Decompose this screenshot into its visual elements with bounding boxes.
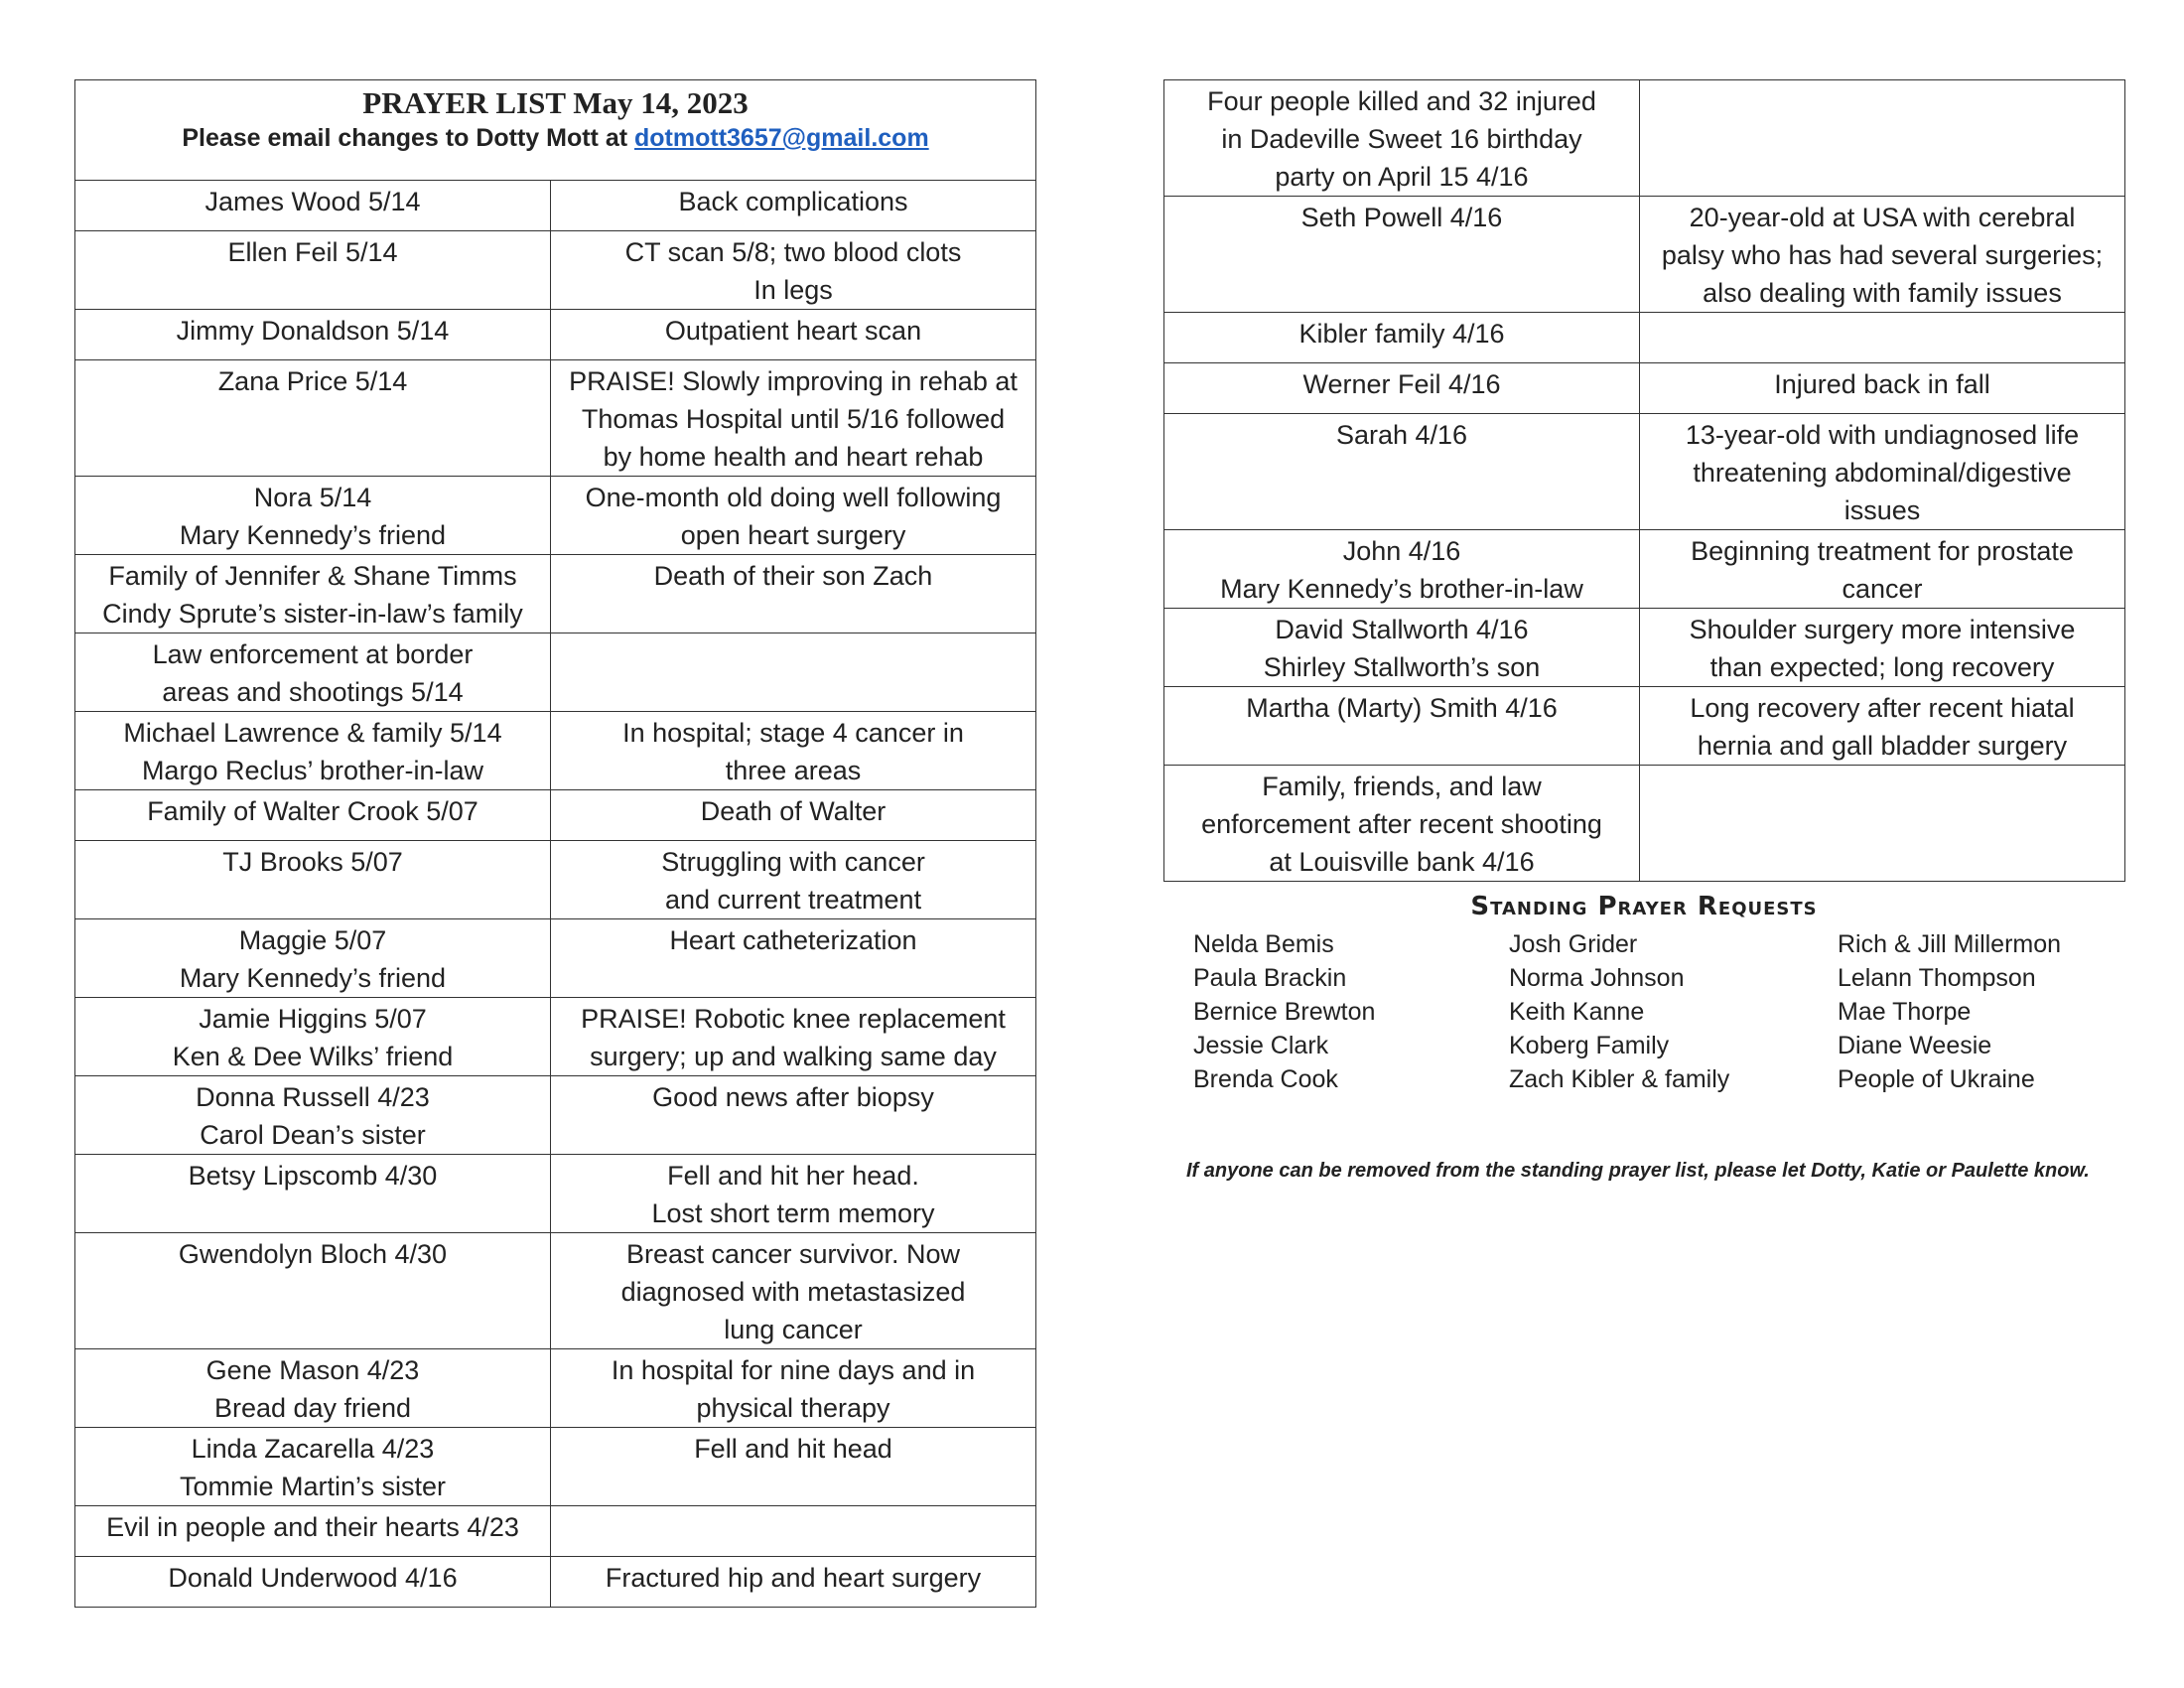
prayer-note-line: Breast cancer survivor. Now (625, 1239, 961, 1269)
prayer-name-line: Mary Kennedy’s brother-in-law (1220, 574, 1583, 604)
standing-request-item: Josh Grider (1509, 930, 1638, 958)
prayer-note-line: Outpatient heart scan (664, 316, 922, 346)
prayer-name-cell (75, 841, 551, 919)
table-row (75, 1155, 1036, 1233)
prayer-name-line: Linda Zacarella 4/23 (191, 1434, 435, 1464)
prayer-note-line: In legs (753, 275, 833, 305)
prayer-name-line: Donna Russell 4/23 (196, 1082, 430, 1112)
prayer-note-line: In hospital for nine days and in (611, 1355, 976, 1385)
prayer-note-cell (551, 1349, 1036, 1428)
prayer-name-line: Ken & Dee Wilks’ friend (172, 1042, 454, 1071)
prayer-name-cell (75, 477, 551, 555)
table-row (75, 919, 1036, 998)
prayer-note-line: open heart surgery (680, 520, 906, 550)
prayer-note-line: Fractured hip and heart surgery (605, 1563, 982, 1593)
table-row (75, 633, 1036, 712)
table-row (75, 310, 1036, 360)
prayer-note-cell (551, 1428, 1036, 1506)
prayer-name-line: Mary Kennedy’s friend (179, 963, 447, 993)
prayer-name-cell (75, 1506, 551, 1557)
standing-request-item: Norma Johnson (1509, 964, 1685, 992)
prayer-note-line: Lost short term memory (651, 1198, 935, 1228)
standing-request-item: Rich & Jill Millermon (1838, 930, 2062, 958)
prayer-note-line: Injured back in fall (1774, 369, 1990, 399)
prayer-name-line: Martha (Marty) Smith 4/16 (1246, 693, 1558, 723)
prayer-list-table-left (74, 79, 1036, 1608)
prayer-name-line: areas and shootings 5/14 (162, 677, 464, 707)
prayer-name-cell (1164, 414, 1640, 530)
prayer-name-cell (75, 1155, 551, 1233)
table-row (1164, 766, 2125, 882)
prayer-note-line: 13-year-old with undiagnosed life (1685, 420, 2080, 450)
table-row (75, 1506, 1036, 1557)
table-row (75, 1428, 1036, 1506)
email-prefix: Please email changes to Dotty Mott at (182, 124, 635, 152)
prayer-note-line: by home health and heart rehab (603, 442, 984, 472)
prayer-name-cell (75, 1233, 551, 1349)
table-row (75, 790, 1036, 841)
prayer-name-line: party on April 15 4/16 (1275, 162, 1529, 192)
prayer-note-cell (1640, 766, 2125, 882)
prayer-name-cell (75, 310, 551, 360)
prayer-note-cell (551, 1233, 1036, 1349)
table-row (75, 231, 1036, 310)
table-row (75, 998, 1036, 1076)
prayer-note-line: Struggling with cancer (661, 847, 925, 877)
prayer-name-line: enforcement after recent shooting (1201, 809, 1602, 839)
prayer-name-line: Law enforcement at border (152, 639, 474, 669)
prayer-name-cell (1164, 363, 1640, 414)
prayer-note-cell (1640, 609, 2125, 687)
prayer-name-line: Family of Jennifer & Shane Timms (108, 561, 517, 591)
prayer-note-cell (551, 633, 1036, 712)
standing-request-item: Mae Thorpe (1838, 998, 1972, 1026)
prayer-note-cell (551, 1506, 1036, 1557)
prayer-name-line: Kibler family 4/16 (1298, 319, 1505, 349)
table-row (1164, 197, 2125, 313)
prayer-note-line: also dealing with family issues (1703, 278, 2062, 308)
prayer-name-cell (75, 712, 551, 790)
table-row (75, 1233, 1036, 1349)
prayer-note-cell (551, 1155, 1036, 1233)
table-row (75, 841, 1036, 919)
prayer-name-line: Jimmy Donaldson 5/14 (176, 316, 450, 346)
prayer-name-cell (1164, 80, 1640, 197)
prayer-note-line: One-month old doing well following (585, 483, 1002, 512)
prayer-list-table-right (1163, 79, 2125, 882)
table-row (75, 712, 1036, 790)
standing-request-item: Brenda Cook (1193, 1065, 1338, 1093)
prayer-name-line: Seth Powell 4/16 (1300, 203, 1503, 232)
prayer-note-line: and current treatment (664, 885, 922, 914)
prayer-name-line: Family of Walter Crook 5/07 (147, 796, 478, 826)
prayer-note-line: hernia and gall bladder surgery (1697, 731, 2068, 761)
prayer-note-line: palsy who has had several surgeries; (1661, 240, 2104, 270)
standing-request-item: Paula Brackin (1193, 964, 1347, 992)
prayer-note-line: threatening abdominal/digestive (1693, 458, 2072, 488)
prayer-name-cell (75, 555, 551, 633)
prayer-note-cell (1640, 313, 2125, 363)
prayer-note-line: PRAISE! Robotic knee replacement (581, 1004, 1006, 1034)
standing-requests-title: Standing Prayer Requests (1470, 892, 1818, 921)
prayer-name-line: Gwendolyn Bloch 4/30 (178, 1239, 448, 1269)
prayer-name-line: TJ Brooks 5/07 (222, 847, 403, 877)
prayer-note-line: Fell and hit head (694, 1434, 892, 1464)
prayer-name-line: in Dadeville Sweet 16 birthday (1221, 124, 1582, 154)
prayer-name-line: Margo Reclus’ brother-in-law (141, 756, 484, 785)
prayer-name-line: Betsy Lipscomb 4/30 (188, 1161, 438, 1191)
prayer-note-cell (1640, 197, 2125, 313)
prayer-note-cell (551, 841, 1036, 919)
prayer-note-cell (1640, 80, 2125, 197)
removal-note: If anyone can be removed from the standing prayer list, please let Dotty, Katie or Paulette know. (1186, 1160, 2090, 1182)
prayer-name-line: Ellen Feil 5/14 (227, 237, 398, 267)
prayer-note-line: Death of their son Zach (653, 561, 933, 591)
prayer-note-line: than expected; long recovery (1709, 652, 2055, 682)
prayer-note-line: Beginning treatment for prostate (1691, 536, 2074, 566)
prayer-note-cell (551, 360, 1036, 477)
table-row (75, 1076, 1036, 1155)
prayer-note-cell (551, 477, 1036, 555)
table-row (75, 181, 1036, 231)
table-row (1164, 530, 2125, 609)
prayer-name-cell (75, 1557, 551, 1608)
prayer-name-cell (75, 790, 551, 841)
prayer-name-line: Jamie Higgins 5/07 (199, 1004, 427, 1034)
prayer-name-cell (75, 1428, 551, 1506)
prayer-name-line: Cindy Sprute’s sister-in-law’s family (102, 599, 523, 629)
prayer-note-line: PRAISE! Slowly improving in rehab at (569, 366, 1018, 396)
prayer-name-line: Bread day friend (213, 1393, 412, 1423)
prayer-note-cell (551, 310, 1036, 360)
page-title: PRAYER LIST May 14, 2023 (362, 85, 749, 120)
standing-request-item: Jessie Clark (1193, 1032, 1329, 1059)
prayer-note-cell (551, 712, 1036, 790)
prayer-name-line: Donald Underwood 4/16 (168, 1563, 458, 1593)
prayer-note-cell (1640, 414, 2125, 530)
standing-request-item: Keith Kanne (1509, 998, 1645, 1026)
prayer-name-cell (75, 181, 551, 231)
prayer-note-line: Death of Walter (700, 796, 887, 826)
prayer-name-line: Sarah 4/16 (1335, 420, 1468, 450)
prayer-name-line: David Stallworth 4/16 (1275, 615, 1529, 644)
prayer-note-cell (1640, 363, 2125, 414)
prayer-name-line: James Wood 5/14 (205, 187, 421, 216)
prayer-name-line: Nora 5/14 (253, 483, 372, 512)
prayer-note-line: In hospital; stage 4 cancer in (622, 718, 964, 748)
prayer-note-cell (551, 555, 1036, 633)
prayer-name-line: Michael Lawrence & family 5/14 (123, 718, 502, 748)
prayer-name-line: Maggie 5/07 (238, 925, 387, 955)
standing-request-item: Nelda Bemis (1193, 930, 1334, 958)
standing-request-item: Koberg Family (1509, 1032, 1670, 1059)
prayer-note-line: Thomas Hospital until 5/16 followed (581, 404, 1006, 434)
prayer-note-line: Heart catheterization (669, 925, 917, 955)
prayer-name-cell (1164, 313, 1640, 363)
prayer-name-cell (75, 919, 551, 998)
table-row (1164, 687, 2125, 766)
prayer-note-line: diagnosed with metastasized (620, 1277, 966, 1307)
prayer-name-line: Evil in people and their hearts 4/23 (106, 1512, 519, 1542)
table-row (1164, 80, 2125, 197)
prayer-name-line: Tommie Martin’s sister (179, 1472, 447, 1501)
prayer-note-line: Fell and hit her head. (667, 1161, 919, 1191)
standing-request-item: Diane Weesie (1838, 1032, 1992, 1059)
prayer-note-cell (551, 1557, 1036, 1608)
prayer-note-cell (551, 998, 1036, 1076)
prayer-name-line: Family, friends, and law (1262, 772, 1542, 801)
prayer-name-line: Shirley Stallworth’s son (1263, 652, 1541, 682)
prayer-name-line: John 4/16 (1342, 536, 1461, 566)
standing-request-item: Lelann Thompson (1838, 964, 2036, 992)
prayer-note-line: 20-year-old at USA with cerebral (1689, 203, 2076, 232)
prayer-name-cell (75, 1076, 551, 1155)
prayer-note-line: CT scan 5/8; two blood clots (624, 237, 962, 267)
table-row (75, 360, 1036, 477)
table-row (1164, 363, 2125, 414)
table-row (75, 555, 1036, 633)
prayer-note-cell (1640, 530, 2125, 609)
email-link[interactable]: dotmott3657@gmail.com (634, 124, 929, 152)
prayer-name-cell (1164, 766, 1640, 882)
table-row (1164, 414, 2125, 530)
prayer-name-line: Werner Feil 4/16 (1302, 369, 1501, 399)
prayer-note-line: three areas (725, 756, 862, 785)
email-instruction (83, 122, 1027, 154)
prayer-name-cell (75, 360, 551, 477)
prayer-name-cell (75, 231, 551, 310)
standing-column-3 (1838, 927, 2061, 1096)
prayer-note-line: lung cancer (724, 1315, 863, 1344)
standing-column-1 (1193, 927, 1375, 1096)
prayer-note-line: surgery; up and walking same day (590, 1042, 997, 1071)
prayer-note-cell (551, 790, 1036, 841)
prayer-note-line: Shoulder surgery more intensive (1689, 615, 2076, 644)
prayer-note-line: Back complications (678, 187, 908, 216)
prayer-name-line: Zana Price 5/14 (217, 366, 408, 396)
prayer-name-cell (1164, 197, 1640, 313)
prayer-name-cell (1164, 530, 1640, 609)
prayer-note-line: physical therapy (696, 1393, 890, 1423)
prayer-note-line: Good news after biopsy (652, 1082, 934, 1112)
prayer-note-line: issues (1843, 495, 1921, 525)
prayer-name-line: Carol Dean’s sister (200, 1120, 426, 1150)
standing-request-item: People of Ukraine (1838, 1065, 2035, 1093)
prayer-note-cell (551, 1076, 1036, 1155)
prayer-name-cell (75, 633, 551, 712)
table-row (75, 477, 1036, 555)
prayer-name-cell (75, 1349, 551, 1428)
prayer-note-line: Long recovery after recent hiatal (1690, 693, 2075, 723)
prayer-name-cell (1164, 687, 1640, 766)
prayer-name-line: Gene Mason 4/23 (205, 1355, 420, 1385)
table-row (1164, 313, 2125, 363)
prayer-name-cell (75, 998, 551, 1076)
prayer-note-cell (551, 919, 1036, 998)
prayer-note-cell (1640, 687, 2125, 766)
header-cell (75, 80, 1036, 181)
standing-request-item: Bernice Brewton (1193, 998, 1376, 1026)
header-row (75, 80, 1036, 181)
standing-request-item: Zach Kibler & family (1509, 1065, 1730, 1093)
prayer-name-cell (1164, 609, 1640, 687)
prayer-name-line: at Louisville bank 4/16 (1269, 847, 1535, 877)
table-row (75, 1349, 1036, 1428)
prayer-name-line: Mary Kennedy’s friend (179, 520, 447, 550)
prayer-name-line: Four people killed and 32 injured (1207, 86, 1596, 116)
standing-column-2 (1509, 927, 1729, 1096)
prayer-note-line: cancer (1842, 574, 1923, 604)
prayer-note-cell (551, 231, 1036, 310)
table-row (75, 1557, 1036, 1608)
prayer-note-cell (551, 181, 1036, 231)
table-row (1164, 609, 2125, 687)
